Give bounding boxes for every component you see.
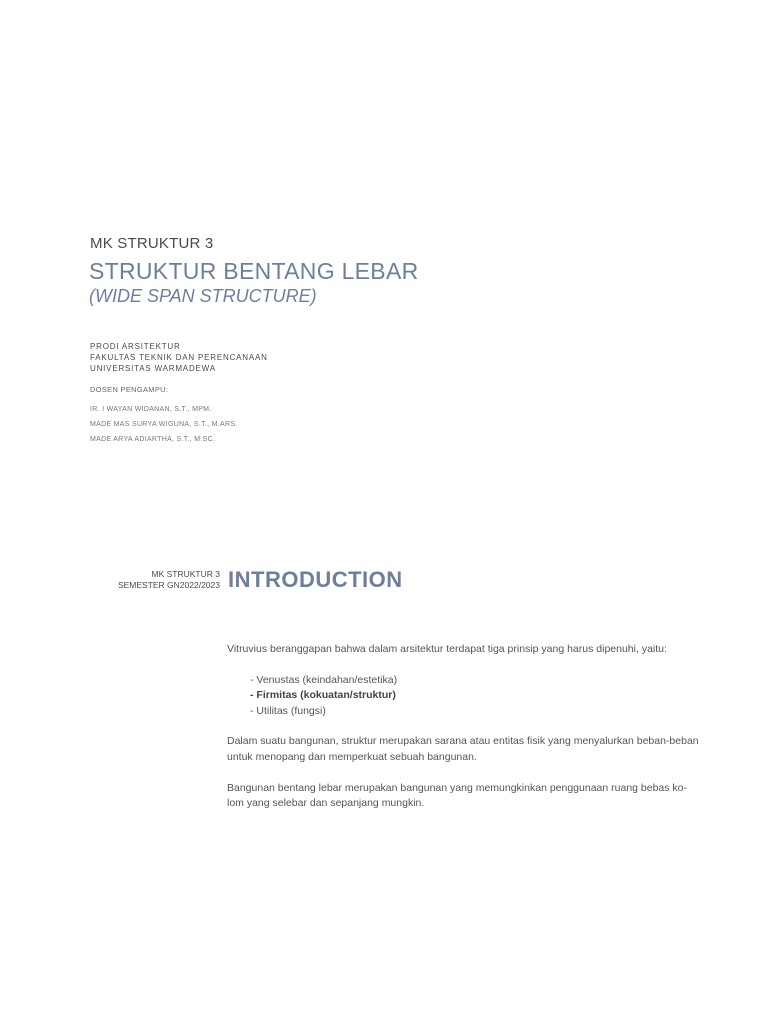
lecturer-item: MADE MAS SURYA WIGUNA, S.T., M.ARS. [90, 421, 238, 428]
structure-paragraph-line: untuk menopang dan memperkuat sebuah bangunan. [227, 750, 477, 763]
institution-block [90, 341, 268, 374]
lecturer-item: MADE ARYA ADIARTHA, S.T., M.SC. [90, 436, 216, 443]
course-label: MK STRUKTUR 3 [90, 235, 214, 252]
section-body [227, 642, 747, 812]
structure-paragraph-line: Dalam suatu bangunan, struktur merupakan sarana atau entitas fisik yang menyalurkan beban-beban [227, 735, 699, 747]
document-subtitle: (WIDE SPAN STRUCTURE) [89, 286, 317, 306]
section-heading: INTRODUCTION [228, 567, 403, 592]
university-name: UNIVERSITAS WARMADEWA [90, 364, 216, 373]
principles-list [250, 673, 747, 720]
section-meta [100, 569, 220, 591]
faculty-name: FAKULTAS TEKNIK DAN PERENCANAAN [90, 353, 268, 362]
principle-item-highlighted: - Firmitas (kokuatan/struktur) [250, 689, 396, 701]
meta-semester: SEMESTER GN2022/2023 [117, 580, 220, 590]
meta-course: MK STRUKTUR 3 [151, 569, 220, 579]
principle-item: - Utilitas (fungsi) [250, 704, 326, 717]
wide-span-paragraph-line: lom yang selebar dan sepanjang mungkin. [227, 797, 425, 809]
wide-span-paragraph-line: Bangunan bentang lebar merupakan bangunan yang memungkinkan penggunaan ruang bebas ko- [227, 781, 688, 794]
intro-paragraph: Vitruvius beranggapan bahwa dalam arsitektur terdapat tiga prinsip yang harus dipenuhi, yaitu: [227, 643, 667, 655]
structure-paragraph [227, 734, 747, 765]
lecturers-list [90, 402, 238, 447]
lecturer-item: IR. I WAYAN WIDANAN, S.T., MPM. [90, 406, 212, 413]
program-name: PRODI ARSITEKTUR [90, 342, 181, 351]
principle-item: - Venustas (keindahan/estetika) [250, 673, 398, 686]
wide-span-paragraph [227, 781, 747, 812]
lecturers-label: DOSEN PENGAMPU: [90, 385, 169, 394]
document-title: STRUKTUR BENTANG LEBAR [89, 258, 419, 284]
